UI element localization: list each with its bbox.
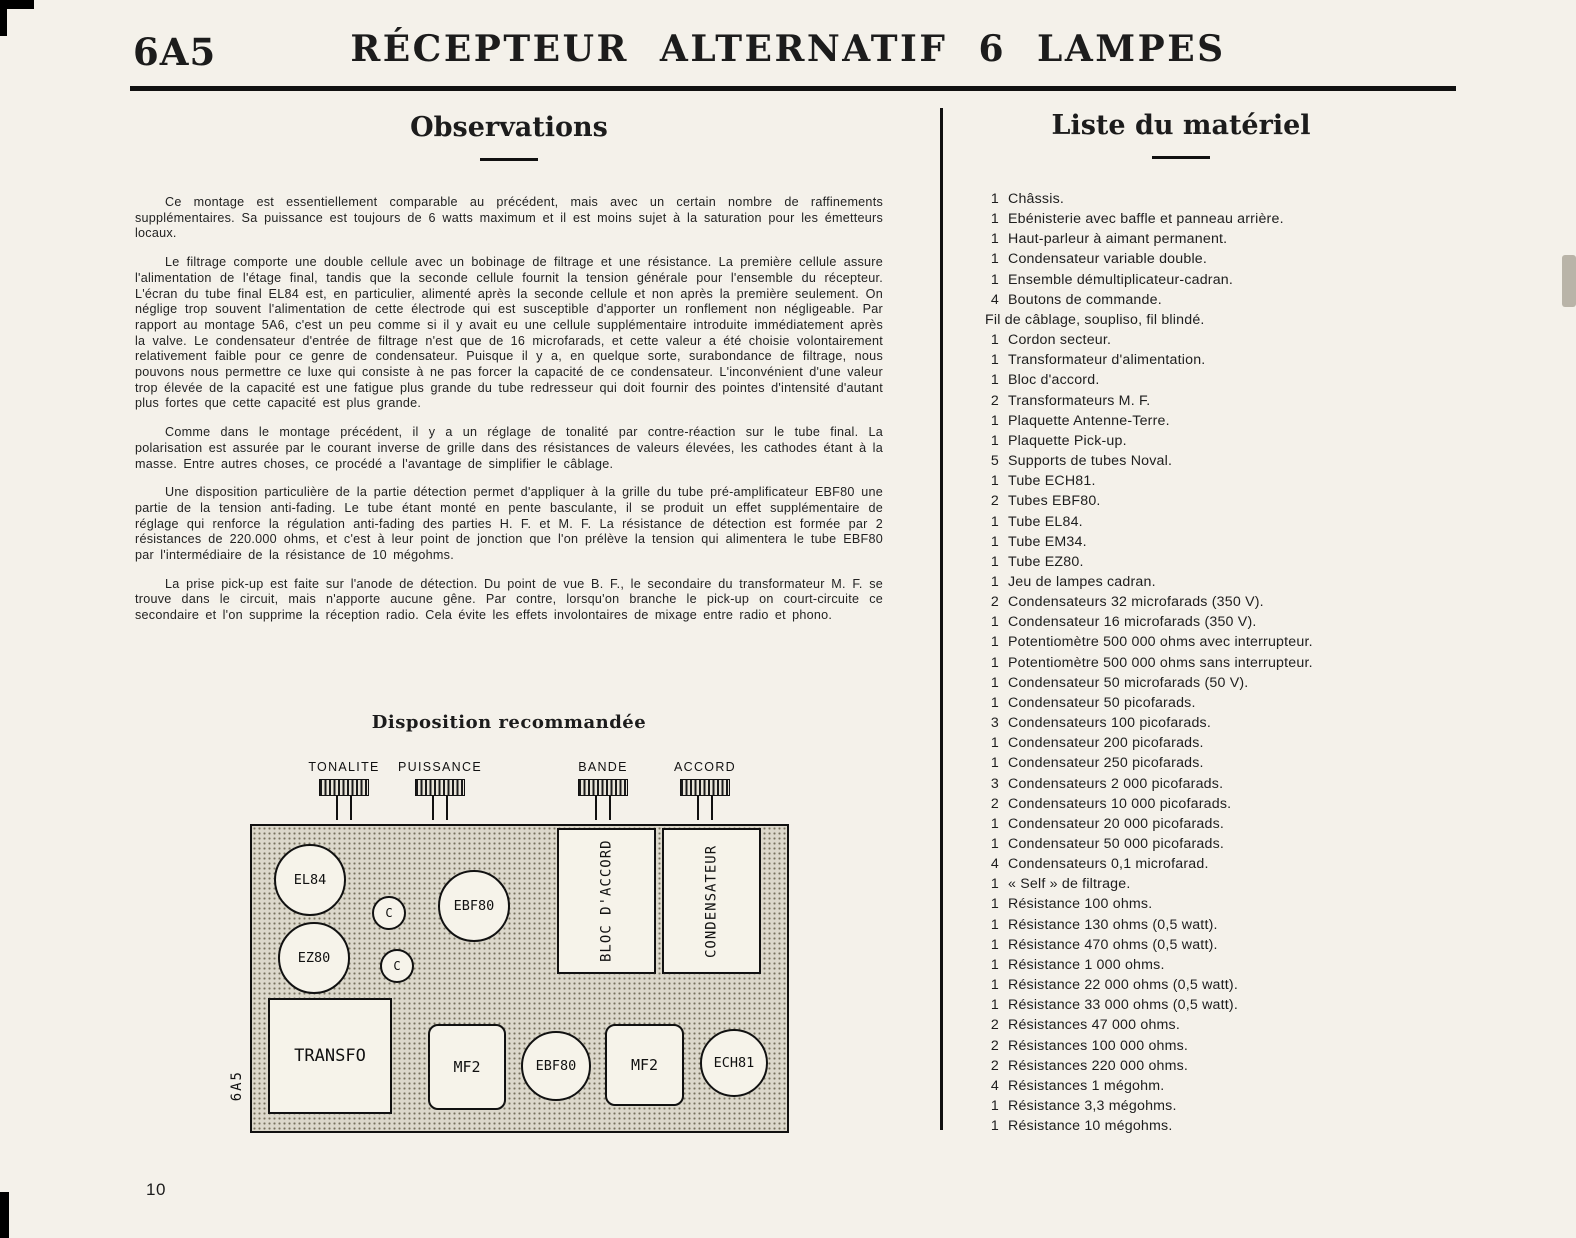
materiel-item-text: Résistances 47 000 ohms.: [1008, 1017, 1180, 1034]
knob-icon: [578, 779, 628, 796]
materiel-item-qty: 5: [990, 453, 999, 470]
materiel-item-qty: 1: [990, 997, 999, 1014]
materiel-item-text: Condensateurs 32 microfarads (350 V).: [1008, 594, 1264, 611]
capacitor-c: C: [380, 949, 414, 983]
materiel-item: [985, 995, 1377, 1015]
materiel-item-text: « Self » de filtrage.: [1008, 876, 1131, 893]
materiel-item-text: Résistance 470 ohms (0,5 watt).: [1008, 936, 1218, 953]
materiel-item-text: Haut-parleur à aimant permanent.: [1008, 231, 1228, 248]
materiel-item: [985, 632, 1377, 652]
materiel-item: [985, 1056, 1377, 1076]
mf2-right-block: MF2: [605, 1024, 684, 1106]
materiel-item: [985, 350, 1377, 370]
materiel-item-qty: 2: [990, 594, 999, 611]
materiel-item-qty: 1: [990, 654, 999, 671]
knob-accord: [650, 760, 760, 820]
materiel-item-qty: 1: [990, 191, 999, 207]
bloc-accord-block: BLOC D'ACCORD: [557, 828, 656, 974]
materiel-item: [985, 753, 1377, 773]
materiel-item-qty: 1: [990, 533, 999, 550]
materiel-item: [985, 471, 1377, 491]
materiel-item: [985, 270, 1377, 290]
observations-paragraph: Une disposition particulière de la partie détection permet d'appliquer à la grille du tube pré-amplificateur EBF80 une partie de la tension anti-fading. Le tube étant monté en pente basculante, il se produit un effet supplémentaire de réglage qui renforce la régulation anti-fading des parties H. F. et M. F. La résistance de détection est formée par 2 résistances de 220.000 ohms, et c'est à leur point de jonction que l'on prélève la tension qui alimentera le tube EBF80 par l'intermédiaire de la résistance de 10 mégohms.: [135, 485, 883, 563]
chassis-code-label: 6A5: [229, 1070, 245, 1102]
materiel-item-text: Résistance 33 000 ohms (0,5 watt).: [1008, 997, 1238, 1014]
materiel-item: [985, 653, 1377, 673]
materiel-item: [985, 411, 1377, 431]
materiel-item: [985, 592, 1377, 612]
materiel-item-qty: 1: [990, 432, 999, 449]
materiel-item-text: Condensateurs 10 000 picofarads.: [1008, 795, 1232, 812]
chassis-layout-diagram: [135, 712, 883, 1172]
knob-label: TONALITE: [308, 760, 380, 774]
knob-bande: [548, 760, 658, 820]
condensateur-block: CONDENSATEUR: [662, 828, 761, 974]
materiel-item-qty: 1: [990, 231, 999, 248]
materiel-item-text: Cordon secteur.: [1008, 332, 1112, 349]
materiel-item-qty: 1: [990, 1098, 999, 1115]
materiel-item-text: Ebénisterie avec baffle et panneau arrière.: [1008, 211, 1284, 228]
materiel-item-text: Transformateurs M. F.: [1008, 392, 1151, 409]
materiel-item-qty: 2: [990, 795, 999, 812]
materiel-item-text: Transformateur d'alimentation.: [1008, 352, 1206, 369]
materiel-item-qty: 1: [990, 634, 999, 651]
materiel-item: [985, 693, 1377, 713]
materiel-item-text: Résistance 22 000 ohms (0,5 watt).: [1008, 977, 1238, 994]
tube-ech81: ECH81: [700, 1029, 768, 1097]
materiel-item-qty: 1: [990, 412, 999, 429]
diagram-heading: Disposition recommandée: [371, 712, 647, 733]
materiel-item: [985, 552, 1377, 572]
materiel-item-qty: 1: [990, 977, 999, 994]
materiel-item: [985, 612, 1377, 632]
materiel-item-text: Plaquette Antenne-Terre.: [1008, 412, 1170, 429]
knob-stem: [336, 796, 352, 820]
materiel-item: [985, 370, 1377, 390]
observations-paragraph: Le filtrage comporte une double cellule avec un bobinage de filtrage et une résistance. La première cellule assure l'alimentation de l'étage final, tandis que la seconde cellule fournit la tension générale pour l'ensemble du récepteur. L'écran du tube final EL84 est, en particulier, alimenté après la seconde cellule et non après la première seulement. On néglige trop souvent l'alimentation de cette électrode qui est susceptible d'apporter un ronflement non négligeable. Par rapport au montage 5A6, c'est un peu comme si il y avait eu une cellule supplémentaire introduite immédiatement après la valve. Le condensateur d'entrée de filtrage n'est que de 16 microfarads, et cette valeur a été choisie volontairement relativement faible pour ce genre de condensateur. Puisque il y a, en quelque sorte, surabondance de filtrage, nous pouvons nous permettre ce luxe qui consiste à ne pas forcer la capacité de ce condensateur. L'inconvénient d'une valeur trop élevée de la capacité est une fatigue plus grande du tube redresseur qui doit fournir des pointes d'intensité d'autant plus fortes que cette capacité est plus grande.: [135, 255, 883, 411]
materiel-item: [985, 955, 1377, 975]
observations-heading-rule: [480, 158, 538, 161]
materiel-item-qty: 3: [990, 715, 999, 732]
materiel-heading: Liste du matériel: [1051, 110, 1311, 141]
materiel-item-qty: 4: [990, 291, 999, 308]
materiel-item-text: Résistance 130 ohms (0,5 watt).: [1008, 916, 1218, 933]
materiel-item-text: Condensateur 20 000 picofarads.: [1008, 815, 1225, 832]
tube-ebf80-top: EBF80: [438, 870, 510, 942]
materiel-item-text: Fil de câblage, soupliso, fil blindé.: [985, 311, 1205, 328]
knob-stem: [595, 796, 611, 820]
materiel-item-text: Condensateur 50 000 picofarads.: [1008, 836, 1225, 852]
knob-label: ACCORD: [674, 760, 736, 774]
materiel-item-qty: 1: [990, 694, 999, 711]
materiel-item: [985, 1116, 1377, 1136]
materiel-item: [985, 713, 1377, 733]
knob-stem: [697, 796, 713, 820]
materiel-item-text: Boutons de commande.: [1008, 291, 1162, 308]
materiel-item: [985, 249, 1377, 269]
materiel-item-text: Bloc d'accord.: [1008, 372, 1100, 389]
materiel-item-text: Tube EZ80.: [1008, 553, 1084, 570]
materiel-item: [985, 532, 1377, 552]
materiel-item: [985, 975, 1377, 995]
materiel-item-qty: 1: [990, 473, 999, 490]
scan-artifact: [0, 1192, 9, 1238]
materiel-item-qty: 1: [990, 553, 999, 570]
materiel-item-text: Résistance 100 ohms.: [1008, 896, 1153, 913]
materiel-item: [985, 290, 1377, 310]
materiel-item-text: Condensateurs 100 picofarads.: [1008, 715, 1211, 732]
materiel-item: [985, 1096, 1377, 1116]
chassis-outline: [250, 824, 789, 1133]
tube-el84: EL84: [274, 844, 346, 916]
header-rule: [130, 86, 1456, 91]
materiel-item-qty: 3: [990, 775, 999, 792]
materiel-item: [985, 229, 1377, 249]
materiel-item: [985, 894, 1377, 914]
materiel-item: [985, 794, 1377, 814]
materiel-item-qty: 1: [990, 674, 999, 691]
page-title: RÉCEPTEUR ALTERNATIF 6 LAMPES: [350, 28, 1226, 70]
materiel-item-text: Tube EM34.: [1008, 533, 1087, 550]
materiel-item-qty: 1: [990, 332, 999, 349]
materiel-item-qty: 1: [990, 916, 999, 933]
materiel-item-qty: 1: [990, 956, 999, 973]
materiel-item-qty: 1: [990, 271, 999, 288]
materiel-item-text: Condensateur 200 picofarads.: [1008, 735, 1204, 752]
materiel-item-text: Condensateur 50 microfarads (50 V).: [1008, 674, 1249, 691]
materiel-item-text: Ensemble démultiplicateur-cadran.: [1008, 271, 1234, 288]
knob-icon: [680, 779, 730, 796]
materiel-item-text: Résistances 220 000 ohms.: [1008, 1057, 1189, 1074]
materiel-item: [985, 733, 1377, 753]
transfo-block: TRANSFO: [268, 998, 392, 1114]
materiel-item: [985, 774, 1377, 794]
materiel-item-text: Condensateur 250 picofarads.: [1008, 755, 1204, 772]
materiel-item: [985, 572, 1377, 592]
materiel-item-qty: 1: [990, 755, 999, 772]
observations-column: [135, 102, 883, 637]
knob-tonalite: [289, 760, 399, 820]
materiel-item: [985, 431, 1377, 451]
capacitor-c: C: [372, 896, 406, 930]
materiel-item-qty: 4: [990, 1077, 999, 1094]
materiel-item-text: Résistance 3,3 mégohms.: [1008, 1098, 1177, 1115]
materiel-item: [985, 491, 1377, 511]
observations-paragraph: Comme dans le montage précédent, il y a un réglage de tonalité par contre-réaction sur le tube final. La polarisation est assurée par le courant inverse de grille dans des résistances de valeurs élevées, les cathodes étant à la masse. Entre autres choses, ce procédé a l'avantage de simplifier le câblage.: [135, 425, 883, 471]
scan-artifact: [1562, 255, 1576, 307]
materiel-list: [985, 189, 1377, 1136]
knob-label: BANDE: [578, 760, 628, 774]
materiel-item-text: Plaquette Pick-up.: [1008, 432, 1127, 449]
materiel-item: [985, 814, 1377, 834]
materiel-item-text: Potentiomètre 500 000 ohms avec interrupteur.: [1008, 634, 1313, 651]
materiel-item: [985, 854, 1377, 874]
materiel-item-qty: 4: [990, 856, 999, 873]
materiel-item-qty: 1: [990, 614, 999, 631]
materiel-item: [985, 189, 1377, 209]
materiel-item-qty: 2: [990, 1057, 999, 1074]
knob-stem: [432, 796, 448, 820]
materiel-item-qty: 2: [990, 392, 999, 409]
materiel-item: [985, 451, 1377, 471]
materiel-item: [985, 673, 1377, 693]
mf2-left-block: MF2: [428, 1024, 506, 1110]
observations-text: [135, 195, 883, 624]
materiel-item-qty: 1: [990, 513, 999, 530]
observations-heading: Observations: [410, 112, 608, 143]
materiel-item: [985, 1076, 1377, 1096]
materiel-item-text: Condensateurs 2 000 picofarads.: [1008, 775, 1224, 792]
materiel-item-qty: 1: [990, 211, 999, 228]
materiel-item-text: Condensateur 50 picofarads.: [1008, 694, 1196, 711]
materiel-item-qty: 1: [990, 372, 999, 389]
materiel-item-qty: 1: [990, 896, 999, 913]
materiel-item-text: Supports de tubes Noval.: [1008, 453, 1173, 470]
materiel-item-qty: 1: [990, 352, 999, 369]
materiel-item: [985, 512, 1377, 532]
materiel-item-text: Potentiomètre 500 000 ohms sans interrupteur.: [1008, 654, 1313, 671]
tube-ez80: EZ80: [278, 922, 350, 994]
materiel-item-text: Jeu de lampes cadran.: [1008, 573, 1156, 590]
materiel-item: [985, 874, 1377, 894]
materiel-item-text: Tube EL84.: [1008, 513, 1083, 530]
observations-paragraph: La prise pick-up est faite sur l'anode de détection. Du point de vue B. F., le secondaire du transformateur M. F. se trouve dans le circuit, mais n'apporte aucune gêne. Par contre, lorsqu'on branche le pick-up on court-circuite ce secondaire et l'on supprime la réception radio. Cela évite les effets involontaires de mixage entre radio et phono.: [135, 576, 883, 623]
materiel-item-qty: 1: [990, 836, 999, 852]
materiel-item: [985, 935, 1377, 955]
knob-label: PUISSANCE: [398, 760, 482, 774]
materiel-item: [985, 391, 1377, 411]
materiel-item-text: Châssis.: [1008, 191, 1065, 207]
materiel-item: [985, 915, 1377, 935]
materiel-item-text: Résistance 10 mégohms.: [1008, 1118, 1173, 1135]
materiel-item-text: Résistance 1 000 ohms.: [1008, 956, 1165, 973]
materiel-item-text: Condensateurs 0,1 microfarad.: [1008, 856, 1209, 873]
materiel-item-text: Tubes EBF80.: [1008, 493, 1101, 510]
materiel-item: [985, 330, 1377, 350]
materiel-item: [985, 1015, 1377, 1035]
knob-icon: [319, 779, 369, 796]
materiel-item-text: Résistances 1 mégohm.: [1008, 1077, 1165, 1094]
materiel-item-qty: 1: [990, 251, 999, 268]
materiel-item-qty: 1: [990, 573, 999, 590]
observations-paragraph: Ce montage est essentiellement comparable au précédent, mais avec un certain nombre de raffinements supplémentaires. Sa puissance est toujours de 6 watts maximum et il est moins sujet à la saturation pour les émetteurs locaux.: [135, 195, 883, 241]
materiel-column: [985, 100, 1377, 1136]
materiel-item-text: Condensateur 16 microfarads (350 V).: [1008, 614, 1257, 631]
materiel-item-qty: 2: [990, 1017, 999, 1034]
knob-puissance: [385, 760, 495, 820]
materiel-heading-rule: [1152, 156, 1210, 159]
doc-code: 6A5: [133, 30, 217, 74]
materiel-item: [985, 209, 1377, 229]
page-number: 10: [146, 1180, 166, 1199]
knob-icon: [415, 779, 465, 796]
column-divider: [940, 108, 943, 1130]
materiel-item-qty: 2: [990, 1037, 999, 1054]
materiel-item-qty: 1: [990, 876, 999, 893]
materiel-item-text: Condensateur variable double.: [1008, 251, 1208, 268]
materiel-item-qty: 1: [990, 936, 999, 953]
materiel-item-text: Tube ECH81.: [1008, 473, 1096, 490]
tube-ebf80-bottom: EBF80: [521, 1031, 591, 1101]
materiel-item-qty: 2: [990, 493, 999, 510]
materiel-item-qty: 1: [990, 815, 999, 832]
materiel-item-qty: 1: [990, 1118, 999, 1135]
materiel-item-text: Résistances 100 000 ohms.: [1008, 1037, 1189, 1054]
materiel-item: [985, 1036, 1377, 1056]
materiel-item: [985, 834, 1377, 854]
materiel-item-qty: 1: [990, 735, 999, 752]
materiel-item: [985, 310, 1377, 330]
